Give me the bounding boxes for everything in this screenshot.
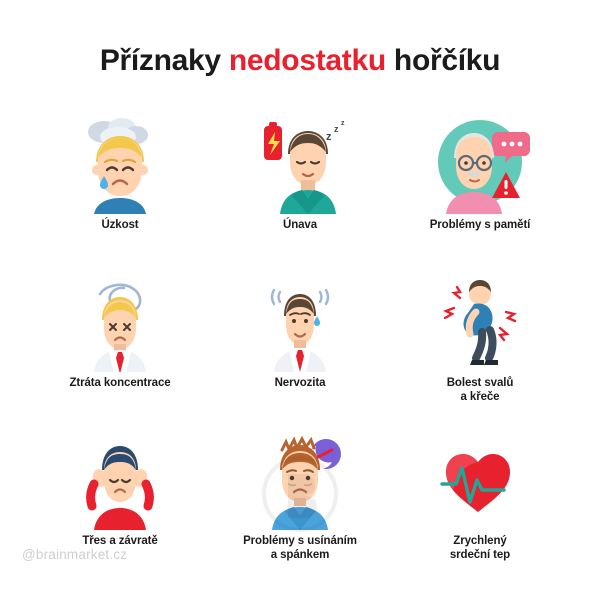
symptom-item-unava — [210, 110, 390, 260]
symptom-label: Třes a závratě — [82, 535, 158, 547]
page-title — [0, 44, 600, 78]
muscle-pain-cramp-icon — [420, 268, 540, 372]
symptom-label: Problémy s usínáním a spánkem — [243, 535, 357, 562]
symptom-label: Nervozita — [274, 377, 326, 389]
nervous-shaking-man-icon — [240, 268, 360, 372]
symptom-item-pamet — [390, 110, 570, 260]
brainmarket-logo-icon — [262, 456, 338, 532]
symptom-label: Problémy s pamětí — [429, 219, 531, 231]
symptom-item-tep — [390, 426, 570, 576]
dizzy-head-spiral-icon — [60, 268, 180, 372]
title-part-1: Příznaky — [99, 44, 229, 77]
symptom-label: Bolest svalů a křeče — [446, 377, 514, 404]
symptom-label: Ztráta koncentrace — [69, 377, 171, 389]
svg-text:z: z — [334, 124, 339, 134]
heart-pulse-icon — [420, 426, 540, 530]
anxious-face-cloud-icon — [60, 110, 180, 214]
watermark-handle: @brainmarket.cz — [22, 547, 128, 562]
symptom-item-nervozita — [210, 268, 390, 418]
symptom-item-koncentrace — [30, 268, 210, 418]
tremor-vertigo-head-icon — [60, 426, 180, 530]
symptom-label: Únava — [282, 219, 318, 231]
title-accent: nedostatku — [228, 44, 386, 77]
symptom-label: Zrychlený srdeční tep — [449, 535, 511, 562]
symptom-item-svaly — [390, 268, 570, 418]
svg-text:z: z — [326, 131, 332, 143]
symptom-item-uzkost — [30, 110, 210, 260]
svg-text:z: z — [341, 120, 345, 127]
title-part-2: hořčíku — [385, 44, 501, 77]
tired-man-battery-icon — [240, 110, 360, 214]
elderly-memory-question-icon — [420, 110, 540, 214]
symptom-label: Úzkost — [101, 219, 139, 231]
